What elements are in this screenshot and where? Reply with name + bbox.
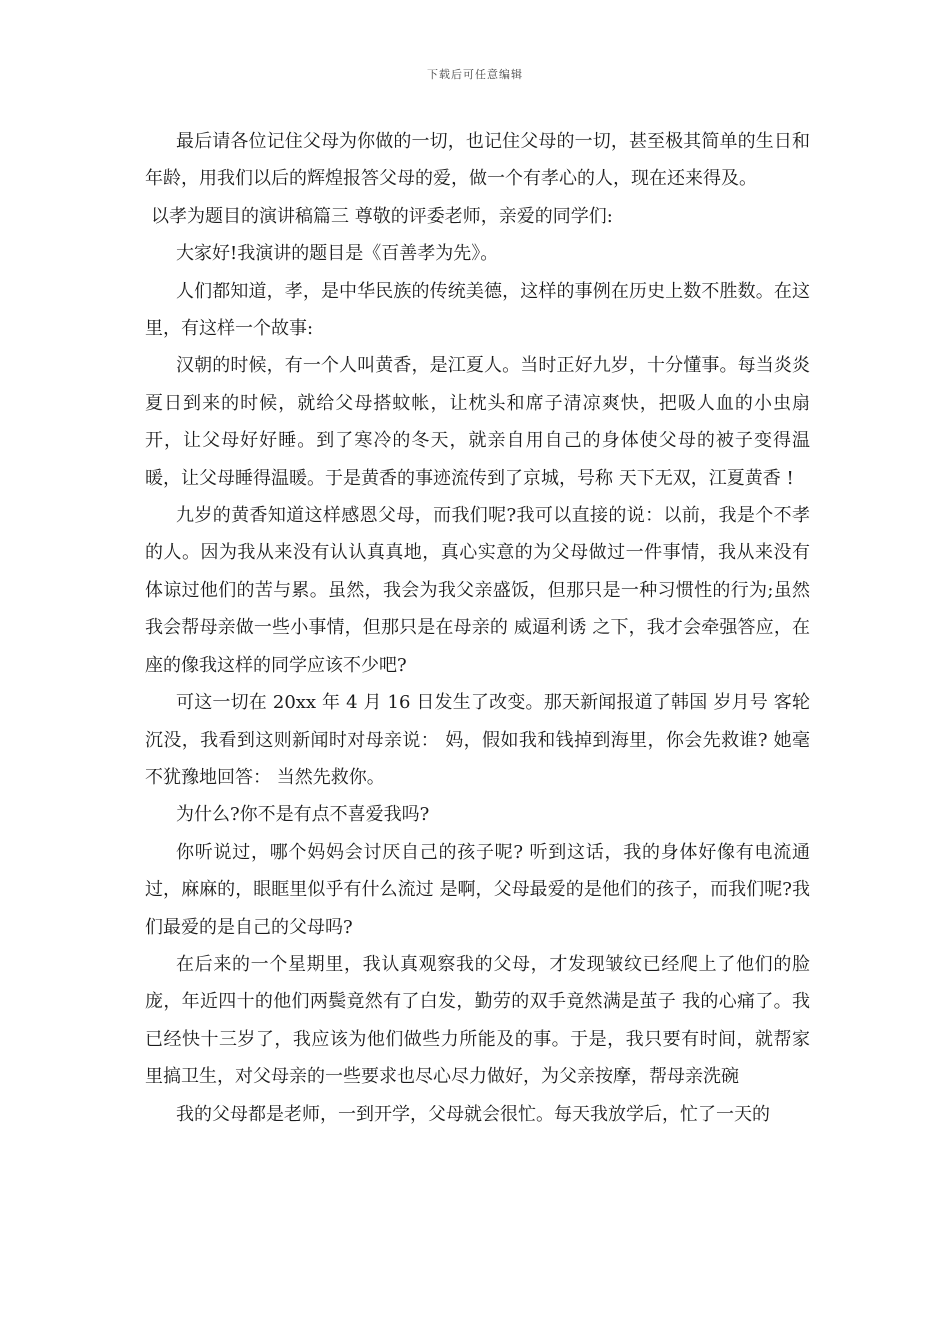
paragraph: 汉朝的时候，有一个人叫黄香，是江夏人。当时正好九岁，十分懂事。每当炎炎夏日到来的时候，就给父母搭蚊帐，让枕头和席子清凉爽快，把吸人血的小虫扇开，让父母好好睡。到了寒冷的冬天，就亲自用自己的身体使父母的被子变得温暖，让父母睡得温暖。于是黄香的事迹流传到了京城，号称 天下无双，江夏黄香 ! <box>145 355 810 489</box>
paragraph: 在后来的一个星期里，我认真观察我的父母，才发现皱纹已经爬上了他们的脸庞，年近四十的他们两鬓竟然有了白发，勤劳的双手竟然满是茧子 我的心痛了。我已经快十三岁了，我应该为他们做些力所能及的事。于是，我只要有时间，就帮家里搞卫生，对父母亲的一些要求也尽心尽力做好，为父亲按摩，帮母亲洗碗 <box>145 953 810 1088</box>
paragraph: 大家好!我演讲的题目是《百善孝为先》。 <box>176 243 499 265</box>
paragraph: 我的父母都是老师，一到开学，父母就会很忙。每天我放学后，忙了一天的 <box>176 1103 770 1125</box>
paragraph: 九岁的黄香知道这样感恩父母，而我们呢?我可以直接的说：以前，我是个不孝的人。因为我从来没有认认真真地，真心实意的为父母做过一件事情，我从来没有体谅过他们的苦与累。虽然，我会为我父亲盛饭，但那只是一种习惯性的行为;虽然我会帮母亲做一些小事情，但那只是在母亲的 威逼利诱 之下，我才会牵强答应，在座的像我这样的同学应该不少吧? <box>145 505 810 676</box>
paragraph: 为什么?你不是有点不喜爱我吗? <box>176 804 430 826</box>
paragraph: 最后请各位记住父母为你做的一切，也记住父母的一切，甚至极其简单的生日和年龄，用我们以后的辉煌报答父母的爱，做一个有孝心的人，现在还来得及。 <box>145 131 810 190</box>
document-body <box>145 123 810 1133</box>
paragraph: 人们都知道，孝，是中华民族的传统美德，这样的事例在历史上数不胜数。在这里，有这样一个故事: <box>145 280 810 340</box>
section-heading: 以孝为题目的演讲稿篇三 尊敬的评委老师，亲爱的同学们: <box>151 205 613 227</box>
paragraph: 可这一切在 20xx 年 4 月 16 日发生了改变。那天新闻报道了韩国 岁月号 客轮沉没，我看到这则新闻时对母亲说： 妈，假如我和钱掉到海里，你会先救谁? 她毫不犹豫地回答： 当然先救你。 <box>145 692 810 788</box>
page-header: 下载后可任意编辑 <box>427 68 523 81</box>
paragraph: 你听说过，哪个妈妈会讨厌自己的孩子呢? 听到这话，我的身体好像有电流通过，麻麻的，眼眶里似乎有什么流过 是啊，父母最爱的是他们的孩子，而我们呢?我们最爱的是自己的父母吗? <box>145 841 810 938</box>
